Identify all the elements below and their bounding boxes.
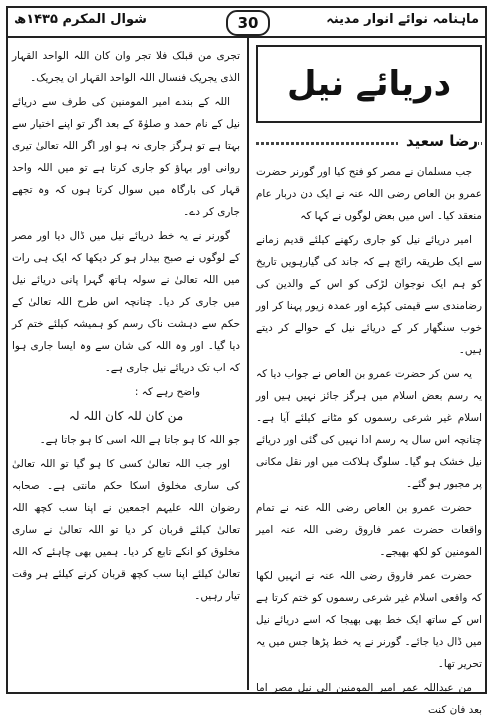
author-bar [256, 129, 482, 155]
column-divider [247, 38, 249, 690]
title-box [256, 45, 482, 123]
paragraph: اللہ کے بندے امیر المومنین کی طرف سے دریائے نیل کے نام حمد و صلوٰۃ کے بعد اگر تو اپنے اختیار سے بہتا ہے تو ہرگز جاری نہ ہو اور اگر اللہ تعالیٰ تیری روانی اور بہاؤ کو جاری کرتا ہے تو میں اللہ واحد قہار کی بارگاہ میں سوال کرتا ہوں کہ وہ تجھے جاری کر دے۔ [12, 96, 240, 218]
article-author: رضا سعید [398, 130, 478, 152]
paragraph: جب مسلمان نے مصر کو فتح کیا اور گورنر حضرت عمرو بن العاص رضی اللہ عنہ نے ایک دن دربار عام منعقد کیا۔ اس میں بعض لوگوں نے کہا کہ [256, 166, 482, 222]
paragraph: یہ سن کر حضرت عمرو بن العاص نے جواب دیا کہ یہ رسم بعض اسلام میں ہرگز جائز نہیں ہیں اور اسلام غیر شرعی رسموں کو مٹانے کیلئے آیا ہے۔ چنانچہ اس سال یہ رسم ادا نہیں کی گئی اور دریائے نیل خشک ہو گیا۔ سلوگ ہلاکت میں اور نقل مکانی پر مجبور ہو گئے۔ [256, 368, 482, 490]
right-column [256, 45, 482, 723]
note-heading: واضح رہے کہ : [134, 386, 200, 398]
paragraph: حضرت عمر فاروق رضی اللہ عنہ نے انہیں لکھا کہ واقعی اسلام غیر شرعی رسموں کو ختم کرتا ہے اس کے ساتھ ایک خط بھی بھیجا کہ اسے دریائے نیل میں ڈال دیا جائے۔ گورنر نے یہ خط پڑھا جس میں یہ تحریر تھا۔ [256, 570, 482, 670]
issue-date: شوال المکرم ۱۴۳۵ھ [14, 12, 147, 27]
page-number: 30 [226, 10, 270, 36]
arabic-quote: من کان للہ کان اللہ لہ [68, 409, 184, 423]
paragraph: تجری من قبلک فلا تجر وان کان اللہ الواحد القہار الذی یجریک فنسال اللہ الواحد القہار ان یجریک۔ [12, 50, 240, 84]
paragraph: امیر دریائے نیل کو جاری رکھنے کیلئے قدیم زمانے سے ایک طریقہ رائج ہے کہ جاند کی گیارہویں تاریخ کو ہم ایک نوجوان لڑکی کو اس کے والدین کی رضامندی سے قیمتی کپڑے اور عمدہ زیور پہنا کر اور خوب سنگھار کر کے دریائے نیل کے حوالے کر دیتے ہیں۔ [256, 234, 482, 356]
paragraph: اور جب اللہ تعالیٰ کسی کا ہو گیا تو اللہ تعالیٰ کی ساری مخلوق اسکا حکم مانتی ہے۔ صحابہ رضوان اللہ علیہم اجمعین نے اپنا سب کچھ اللہ تعالیٰ کیلئے قربان کر دیا تو اللہ تعالیٰ نے ساری مخلوق کو انکے تابع کر دیا۔ ہمیں بھی چاہئے کہ اللہ تعالیٰ کیلئے اپنا سب کچھ قربان کرنے کیلئے ہر وقت تیار رہیں۔ [12, 458, 240, 602]
quote-translation: جو اللہ کا ہو جاتا ہے اللہ اسی کا ہو جاتا ہے۔ [39, 434, 240, 446]
paragraph: گورنر نے یہ خط دریائے نیل میں ڈال دیا اور مصر کے لوگوں نے صبح بیدار ہو کر دیکھا کہ ایک ہی رات میں اللہ تعالیٰ نے سولہ ہاتھ گہرا پانی دریائے نیل میں جاری کر دیا۔ چنانچہ اس طرح اللہ تعالیٰ کے حکم سے دہشت ناک رسم کو ہمیشہ کیلئے ختم کر دیا گیا۔ اور وہ اللہ کی شان سے وہ ایسا جاری ہوا کہ اب تک دریائے نیل جاری ہے۔ [12, 230, 240, 374]
left-column [12, 45, 240, 609]
paragraph: حضرت عمرو بن العاص رضی اللہ عنہ نے تمام واقعات حضرت عمر فاروق رضی اللہ عنہ امیر المومنین کو لکھ بھیجے۔ [256, 502, 482, 558]
page-header [8, 8, 485, 38]
paragraph: من عبداللہ عمر امیر المومنین الی نیل مصر اما بعد فان کنت [256, 682, 482, 716]
article-title: دریائے نیل [286, 64, 452, 104]
magazine-name: ماہنامہ نوائے انوار مدینہ [326, 12, 479, 27]
